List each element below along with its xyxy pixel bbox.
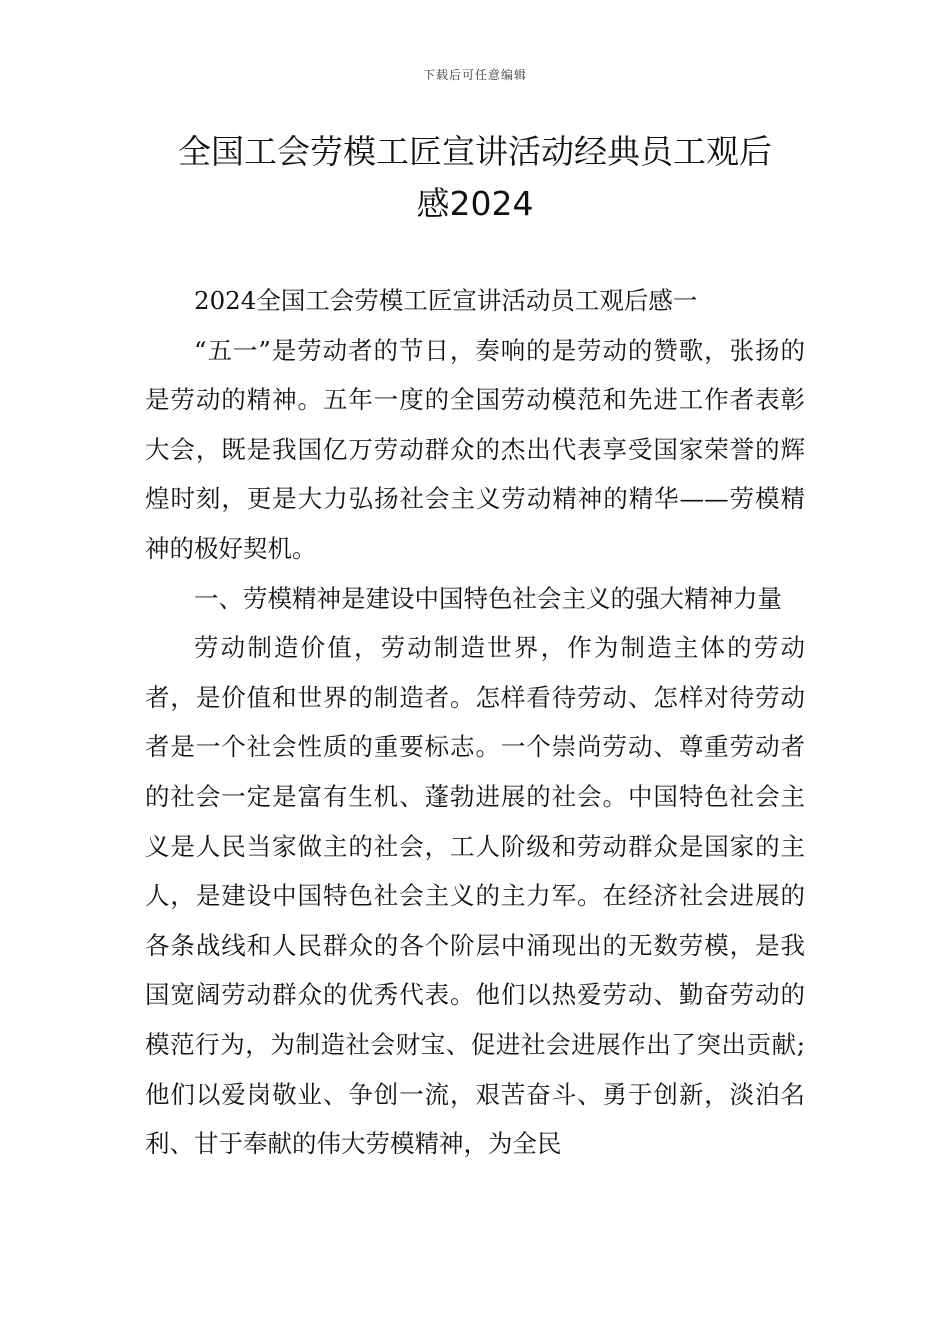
subtitle-paragraph: 2024全国工会劳模工匠宣讲活动员工观后感一 <box>194 286 698 315</box>
title-line-1: 全国工会劳模工匠宣讲活动经典员工观后 <box>178 132 772 171</box>
title-line-2: 感2024 <box>416 184 534 223</box>
document-body <box>145 276 805 1169</box>
section-heading: 一、劳模精神是建设中国特色社会主义的强大精神力量 <box>194 583 782 613</box>
body-paragraph: “五一”是劳动者的节日，奏响的是劳动的赞歌，张扬的是劳动的精神。五年一度的全国劳动模范和先进工作者表彰大会，既是我国亿万劳动群众的杰出代表享受国家荣誉的辉煌时刻，更是大力弘扬社会主义劳动精神的精华——劳模精神的极好契机。 <box>145 335 805 563</box>
document-title <box>145 126 805 230</box>
body-paragraph: 劳动制造价值，劳动制造世界，作为制造主体的劳动者，是价值和世界的制造者。怎样看待劳动、怎样对待劳动者是一个社会性质的重要标志。一个崇尚劳动、尊重劳动者的社会一定是富有生机、蓬勃进展的社会。中国特色社会主义是人民当家做主的社会，工人阶级和劳动群众是国家的主人，是建设中国特色社会主义的主力军。在经济社会进展的各条战线和人民群众的各个阶层中涌现出的无数劳模，是我国宽阔劳动群众的优秀代表。他们以热爱劳动、勤奋劳动的模范行为，为制造社会财宝、促进社会进展作出了突出贡献;他们以爱岗敬业、争创一流，艰苦奋斗、勇于创新，淡泊名利、甘于奉献的伟大劳模精神，为全民 <box>145 633 805 1159</box>
header-note: 下载后可任意编辑 <box>422 68 527 82</box>
